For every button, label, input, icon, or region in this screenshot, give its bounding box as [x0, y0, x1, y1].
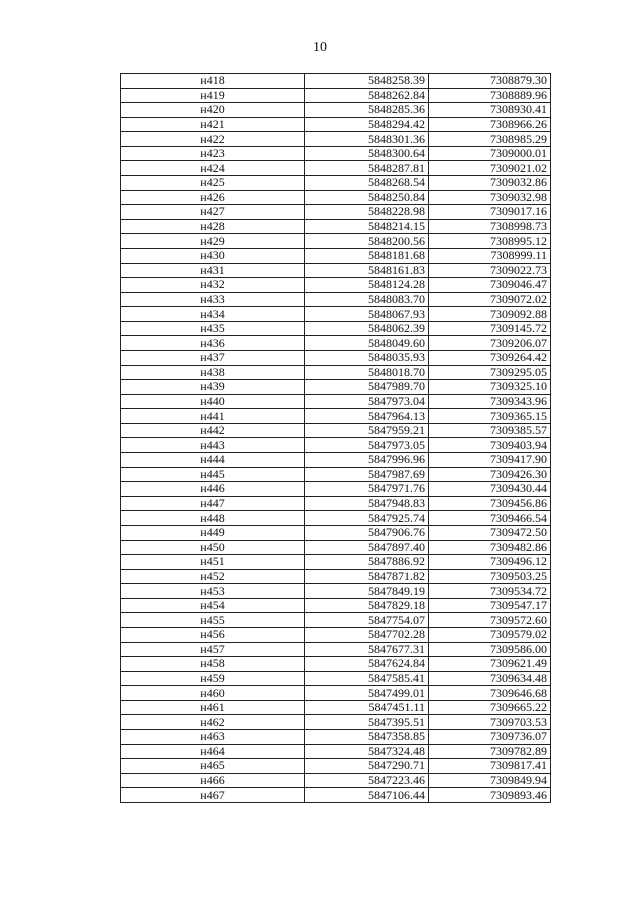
y-coordinate-cell: 7308879.30 [429, 74, 551, 89]
y-coordinate-cell: 7309534.72 [429, 584, 551, 599]
y-coordinate-cell: 7309295.05 [429, 365, 551, 380]
y-coordinate-cell: 7309893.46 [429, 788, 551, 803]
table-row [121, 146, 551, 161]
coordinates-table [120, 73, 551, 803]
y-coordinate-cell: 7308889.96 [429, 88, 551, 103]
table-row [121, 584, 551, 599]
x-coordinate-cell: 5847324.48 [305, 744, 429, 759]
point-number-cell: н464 [121, 744, 305, 759]
x-coordinate-cell: 5848287.81 [305, 161, 429, 176]
x-coordinate-cell: 5848124.28 [305, 278, 429, 293]
table-row [121, 248, 551, 263]
point-number-cell: н421 [121, 117, 305, 132]
table-row [121, 409, 551, 424]
y-coordinate-cell: 7309426.30 [429, 467, 551, 482]
y-coordinate-cell: 7309503.25 [429, 569, 551, 584]
point-number-cell: н446 [121, 482, 305, 497]
x-coordinate-cell: 5847395.51 [305, 715, 429, 730]
table-row [121, 205, 551, 220]
point-number-cell: н460 [121, 686, 305, 701]
point-number-cell: н457 [121, 642, 305, 657]
point-number-cell: н426 [121, 190, 305, 205]
table-row [121, 190, 551, 205]
point-number-cell: н435 [121, 321, 305, 336]
point-number-cell: н437 [121, 350, 305, 365]
table-row [121, 438, 551, 453]
point-number-cell: н458 [121, 657, 305, 672]
y-coordinate-cell: 7309547.17 [429, 598, 551, 613]
x-coordinate-cell: 5848200.56 [305, 234, 429, 249]
y-coordinate-cell: 7308930.41 [429, 103, 551, 118]
x-coordinate-cell: 5848018.70 [305, 365, 429, 380]
table-row [121, 234, 551, 249]
point-number-cell: н428 [121, 219, 305, 234]
y-coordinate-cell: 7309021.02 [429, 161, 551, 176]
y-coordinate-cell: 7308966.26 [429, 117, 551, 132]
table-row [121, 117, 551, 132]
y-coordinate-cell: 7309482.86 [429, 540, 551, 555]
y-coordinate-cell: 7309646.68 [429, 686, 551, 701]
x-coordinate-cell: 5848035.93 [305, 350, 429, 365]
point-number-cell: н445 [121, 467, 305, 482]
table-row [121, 482, 551, 497]
y-coordinate-cell: 7309586.00 [429, 642, 551, 657]
table-row [121, 642, 551, 657]
x-coordinate-cell: 5847223.46 [305, 773, 429, 788]
point-number-cell: н424 [121, 161, 305, 176]
table-row [121, 467, 551, 482]
y-coordinate-cell: 7309496.12 [429, 555, 551, 570]
point-number-cell: н418 [121, 74, 305, 89]
y-coordinate-cell: 7309032.98 [429, 190, 551, 205]
point-number-cell: н455 [121, 613, 305, 628]
point-number-cell: н436 [121, 336, 305, 351]
y-coordinate-cell: 7309072.02 [429, 292, 551, 307]
table-row [121, 569, 551, 584]
point-number-cell: н456 [121, 627, 305, 642]
x-coordinate-cell: 5847624.84 [305, 657, 429, 672]
x-coordinate-cell: 5848161.83 [305, 263, 429, 278]
x-coordinate-cell: 5847906.76 [305, 525, 429, 540]
y-coordinate-cell: 7309572.60 [429, 613, 551, 628]
table-row [121, 613, 551, 628]
x-coordinate-cell: 5848181.68 [305, 248, 429, 263]
table-row [121, 380, 551, 395]
x-coordinate-cell: 5847973.05 [305, 438, 429, 453]
x-coordinate-cell: 5847996.96 [305, 453, 429, 468]
table-row [121, 759, 551, 774]
x-coordinate-cell: 5848250.84 [305, 190, 429, 205]
x-coordinate-cell: 5847871.82 [305, 569, 429, 584]
x-coordinate-cell: 5848301.36 [305, 132, 429, 147]
table-row [121, 88, 551, 103]
x-coordinate-cell: 5847897.40 [305, 540, 429, 555]
point-number-cell: н438 [121, 365, 305, 380]
point-number-cell: н447 [121, 496, 305, 511]
x-coordinate-cell: 5847959.21 [305, 423, 429, 438]
x-coordinate-cell: 5848214.15 [305, 219, 429, 234]
x-coordinate-cell: 5847677.31 [305, 642, 429, 657]
x-coordinate-cell: 5847989.70 [305, 380, 429, 395]
point-number-cell: н433 [121, 292, 305, 307]
y-coordinate-cell: 7309343.96 [429, 394, 551, 409]
y-coordinate-cell: 7309417.90 [429, 453, 551, 468]
y-coordinate-cell: 7309000.01 [429, 146, 551, 161]
table-row [121, 365, 551, 380]
y-coordinate-cell: 7309579.02 [429, 627, 551, 642]
table-row [121, 700, 551, 715]
point-number-cell: н451 [121, 555, 305, 570]
y-coordinate-cell: 7309782.89 [429, 744, 551, 759]
x-coordinate-cell: 5848062.39 [305, 321, 429, 336]
point-number-cell: н443 [121, 438, 305, 453]
y-coordinate-cell: 7308999.11 [429, 248, 551, 263]
table-row [121, 598, 551, 613]
x-coordinate-cell: 5848083.70 [305, 292, 429, 307]
table-row [121, 74, 551, 89]
point-number-cell: н462 [121, 715, 305, 730]
point-number-cell: н450 [121, 540, 305, 555]
point-number-cell: н441 [121, 409, 305, 424]
table-row [121, 555, 551, 570]
point-number-cell: н439 [121, 380, 305, 395]
y-coordinate-cell: 7308998.73 [429, 219, 551, 234]
point-number-cell: н423 [121, 146, 305, 161]
point-number-cell: н465 [121, 759, 305, 774]
table-row [121, 278, 551, 293]
point-number-cell: н434 [121, 307, 305, 322]
point-number-cell: н444 [121, 453, 305, 468]
table-row [121, 263, 551, 278]
point-number-cell: н430 [121, 248, 305, 263]
y-coordinate-cell: 7309736.07 [429, 730, 551, 745]
y-coordinate-cell: 7309145.72 [429, 321, 551, 336]
x-coordinate-cell: 5847829.18 [305, 598, 429, 613]
y-coordinate-cell: 7309430.44 [429, 482, 551, 497]
table-row [121, 219, 551, 234]
y-coordinate-cell: 7309472.50 [429, 525, 551, 540]
point-number-cell: н429 [121, 234, 305, 249]
table-row [121, 657, 551, 672]
point-number-cell: н452 [121, 569, 305, 584]
point-number-cell: н427 [121, 205, 305, 220]
x-coordinate-cell: 5847358.85 [305, 730, 429, 745]
x-coordinate-cell: 5848294.42 [305, 117, 429, 132]
y-coordinate-cell: 7309017.16 [429, 205, 551, 220]
table-row [121, 730, 551, 745]
y-coordinate-cell: 7309466.54 [429, 511, 551, 526]
y-coordinate-cell: 7309325.10 [429, 380, 551, 395]
y-coordinate-cell: 7309665.22 [429, 700, 551, 715]
table-row [121, 336, 551, 351]
point-number-cell: н432 [121, 278, 305, 293]
x-coordinate-cell: 5847948.83 [305, 496, 429, 511]
point-number-cell: н453 [121, 584, 305, 599]
point-number-cell: н459 [121, 671, 305, 686]
x-coordinate-cell: 5847987.69 [305, 467, 429, 482]
x-coordinate-cell: 5847106.44 [305, 788, 429, 803]
point-number-cell: н466 [121, 773, 305, 788]
y-coordinate-cell: 7309092.88 [429, 307, 551, 322]
table-row [121, 423, 551, 438]
x-coordinate-cell: 5848228.98 [305, 205, 429, 220]
y-coordinate-cell: 7309365.15 [429, 409, 551, 424]
x-coordinate-cell: 5847971.76 [305, 482, 429, 497]
table-row [121, 715, 551, 730]
table-row [121, 103, 551, 118]
page-number: 10 [313, 40, 327, 55]
y-coordinate-cell: 7309456.86 [429, 496, 551, 511]
x-coordinate-cell: 5847290.71 [305, 759, 429, 774]
x-coordinate-cell: 5848300.64 [305, 146, 429, 161]
table-row [121, 453, 551, 468]
point-number-cell: н420 [121, 103, 305, 118]
point-number-cell: н442 [121, 423, 305, 438]
x-coordinate-cell: 5848049.60 [305, 336, 429, 351]
x-coordinate-cell: 5848262.84 [305, 88, 429, 103]
y-coordinate-cell: 7309849.94 [429, 773, 551, 788]
x-coordinate-cell: 5847849.19 [305, 584, 429, 599]
y-coordinate-cell: 7309046.47 [429, 278, 551, 293]
table-row [121, 496, 551, 511]
y-coordinate-cell: 7309703.53 [429, 715, 551, 730]
y-coordinate-cell: 7309022.73 [429, 263, 551, 278]
x-coordinate-cell: 5847886.92 [305, 555, 429, 570]
y-coordinate-cell: 7309817.41 [429, 759, 551, 774]
y-coordinate-cell: 7309206.07 [429, 336, 551, 351]
point-number-cell: н422 [121, 132, 305, 147]
point-number-cell: н461 [121, 700, 305, 715]
table-row [121, 525, 551, 540]
table-row [121, 686, 551, 701]
x-coordinate-cell: 5847964.13 [305, 409, 429, 424]
table-row [121, 744, 551, 759]
point-number-cell: н448 [121, 511, 305, 526]
table-row [121, 161, 551, 176]
x-coordinate-cell: 5847973.04 [305, 394, 429, 409]
y-coordinate-cell: 7309634.48 [429, 671, 551, 686]
table-row [121, 307, 551, 322]
table-row [121, 292, 551, 307]
y-coordinate-cell: 7309385.57 [429, 423, 551, 438]
table-row [121, 350, 551, 365]
x-coordinate-cell: 5847451.11 [305, 700, 429, 715]
table-row [121, 788, 551, 803]
y-coordinate-cell: 7308995.12 [429, 234, 551, 249]
table-row [121, 394, 551, 409]
table-row [121, 671, 551, 686]
x-coordinate-cell: 5848258.39 [305, 74, 429, 89]
table-row [121, 511, 551, 526]
y-coordinate-cell: 7309032.86 [429, 176, 551, 191]
point-number-cell: н454 [121, 598, 305, 613]
coordinates-table-body [121, 74, 551, 803]
table-row [121, 176, 551, 191]
point-number-cell: н440 [121, 394, 305, 409]
point-number-cell: н431 [121, 263, 305, 278]
table-row [121, 627, 551, 642]
point-number-cell: н419 [121, 88, 305, 103]
point-number-cell: н449 [121, 525, 305, 540]
y-coordinate-cell: 7308985.29 [429, 132, 551, 147]
x-coordinate-cell: 5847754.07 [305, 613, 429, 628]
x-coordinate-cell: 5848268.54 [305, 176, 429, 191]
x-coordinate-cell: 5847585.41 [305, 671, 429, 686]
x-coordinate-cell: 5847499.01 [305, 686, 429, 701]
y-coordinate-cell: 7309403.94 [429, 438, 551, 453]
y-coordinate-cell: 7309264.42 [429, 350, 551, 365]
table-row [121, 540, 551, 555]
point-number-cell: н467 [121, 788, 305, 803]
table-row [121, 132, 551, 147]
x-coordinate-cell: 5847925.74 [305, 511, 429, 526]
x-coordinate-cell: 5848067.93 [305, 307, 429, 322]
y-coordinate-cell: 7309621.49 [429, 657, 551, 672]
point-number-cell: н463 [121, 730, 305, 745]
table-row [121, 773, 551, 788]
table-row [121, 321, 551, 336]
x-coordinate-cell: 5848285.36 [305, 103, 429, 118]
point-number-cell: н425 [121, 176, 305, 191]
x-coordinate-cell: 5847702.28 [305, 627, 429, 642]
